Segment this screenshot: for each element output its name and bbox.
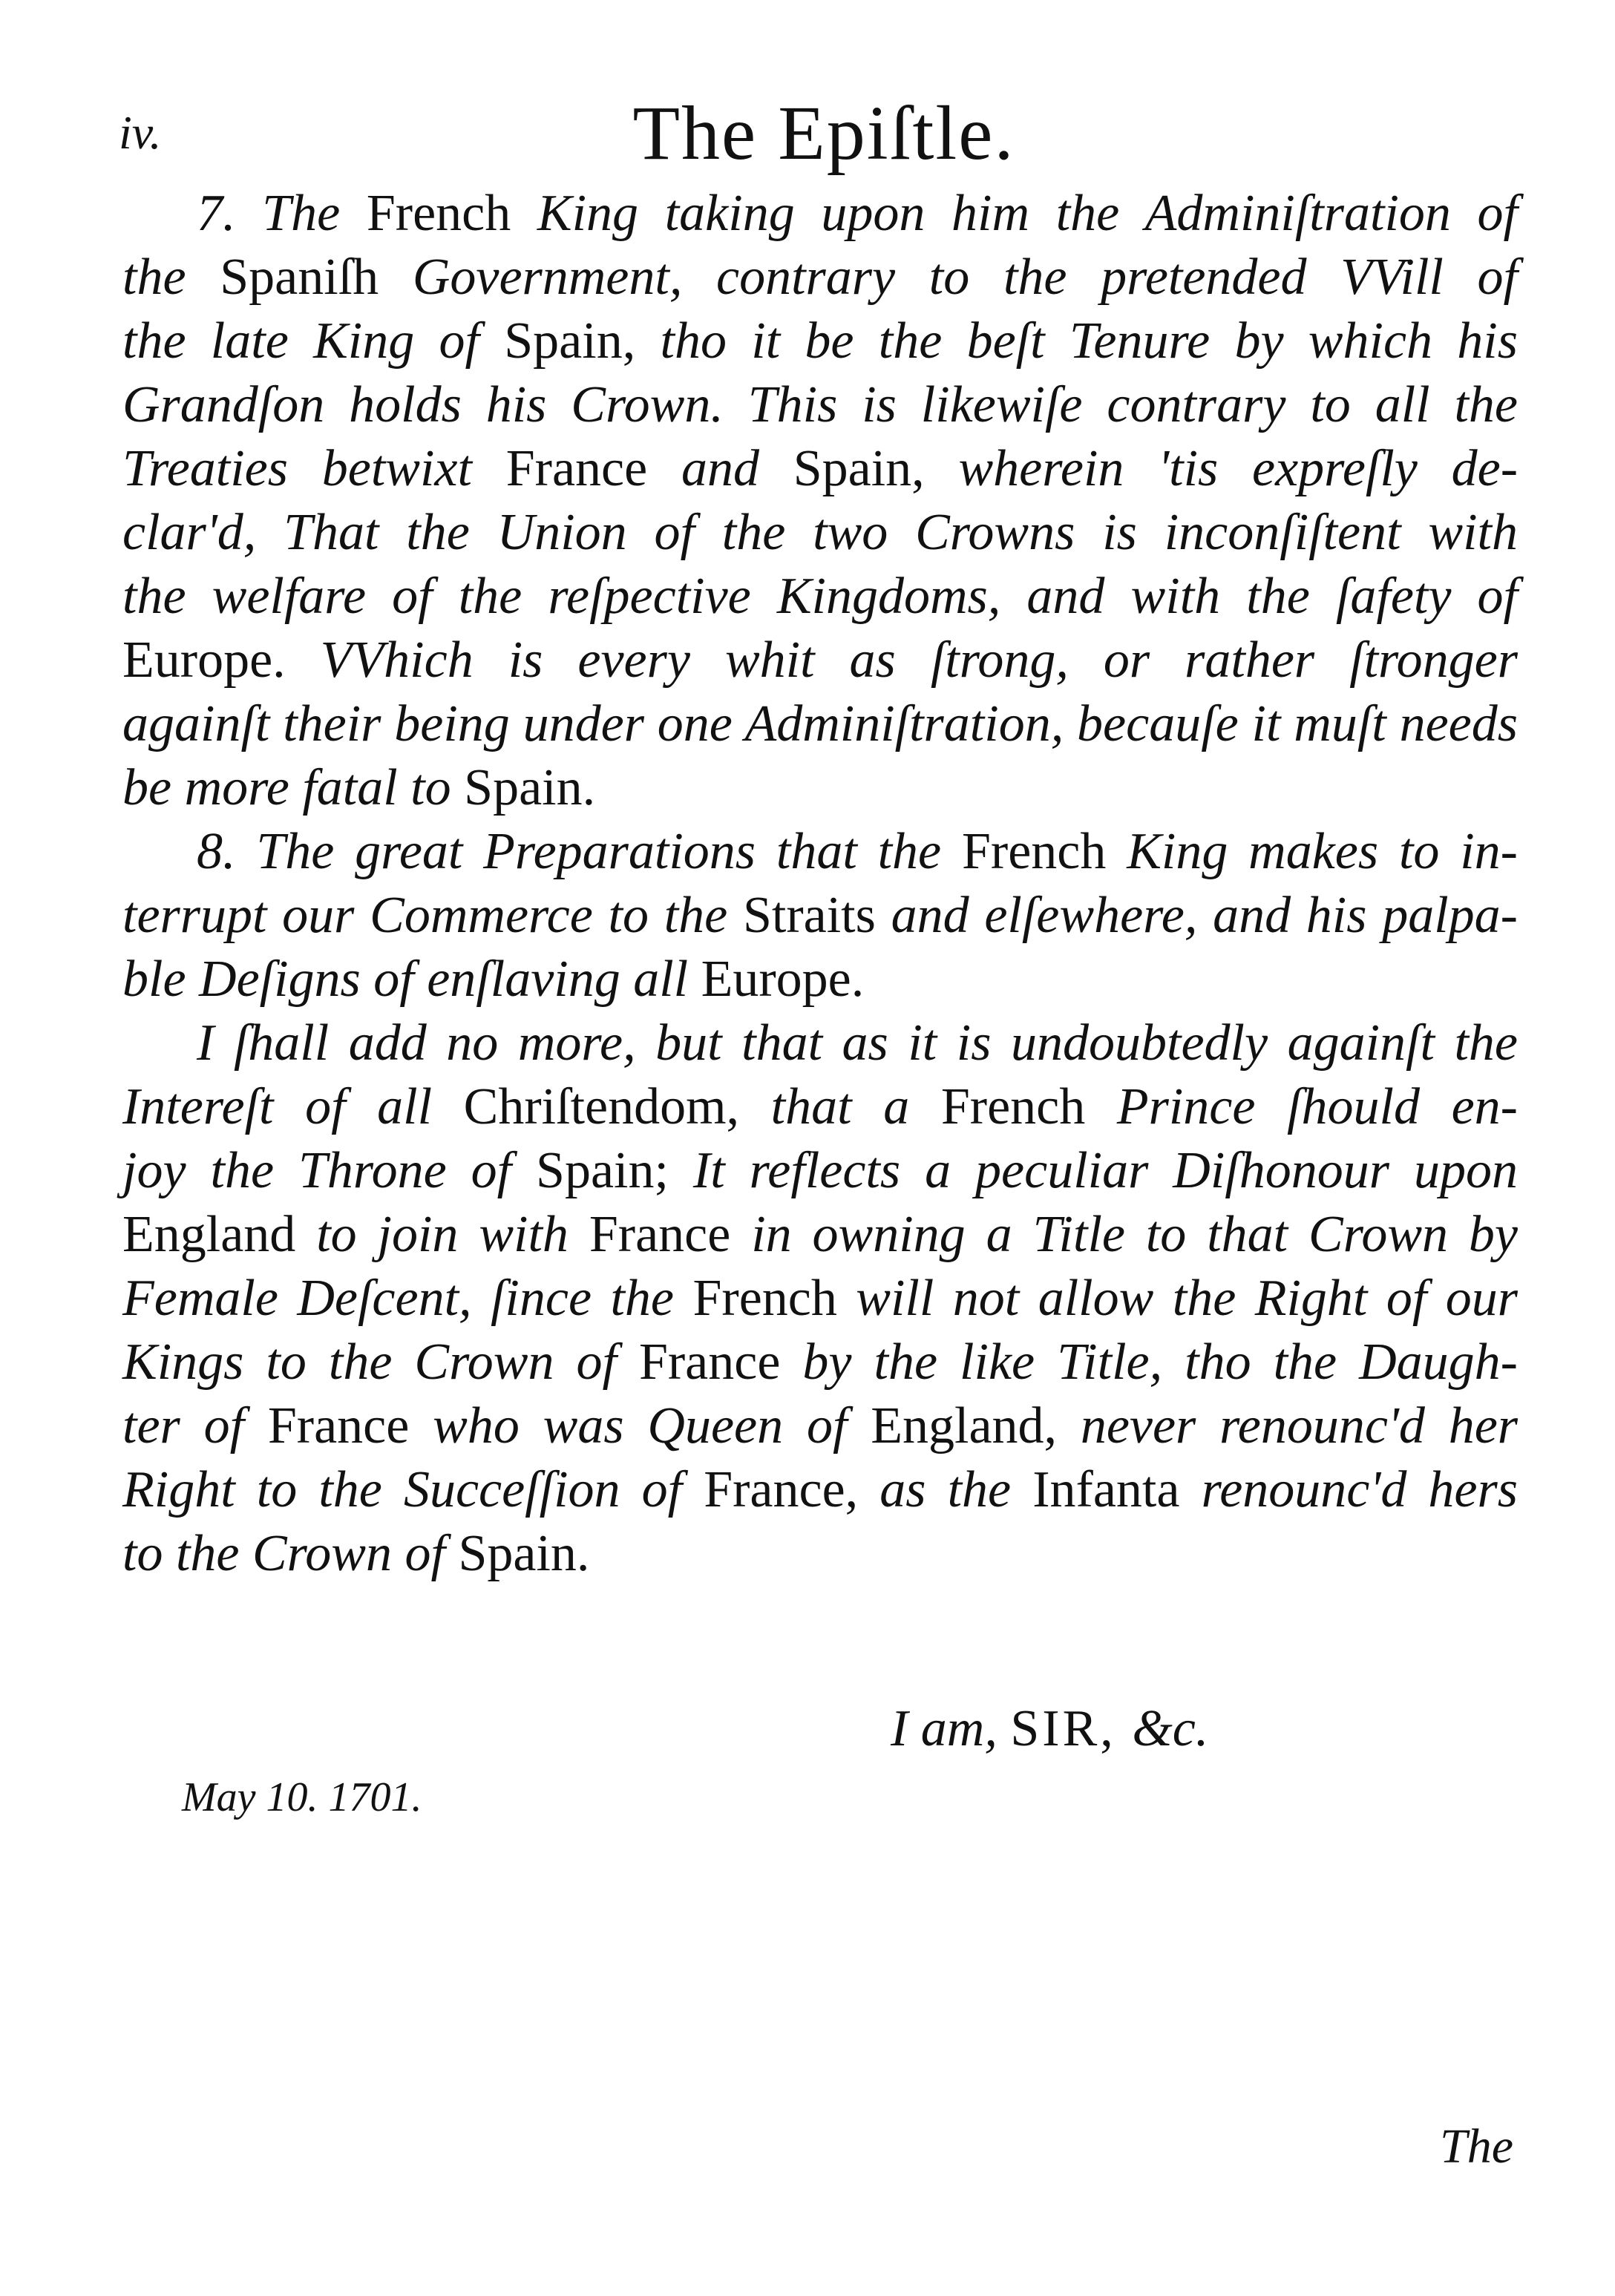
text-segment: 7. The: [197, 185, 367, 242]
text-line: [122, 437, 1518, 501]
text-line: [122, 1075, 1518, 1139]
text-line: [122, 501, 1518, 565]
text-line: [122, 629, 1518, 692]
text-segment: to join with: [316, 1206, 589, 1263]
text-segment: tho it be the beſt Tenure by which his: [660, 312, 1518, 370]
text-segment: VVhich is every whit as ſtrong, or rather ſtronger: [320, 632, 1518, 689]
text-line: [122, 182, 1518, 246]
text-segment: Europe.: [122, 632, 321, 689]
text-line: [122, 756, 1518, 820]
text-line: [122, 884, 1518, 948]
text-segment: Grandſon holds his Crown. This is likewiſe contrary to all the: [122, 376, 1518, 433]
text-segment: never renounc'd her: [1080, 1397, 1519, 1454]
text-segment: French: [961, 823, 1127, 880]
text-segment: Chriſtendom,: [463, 1078, 771, 1135]
paragraph-item-8: [122, 820, 1518, 1011]
text-segment: Spain;: [536, 1142, 693, 1199]
text-line: [122, 565, 1518, 629]
text-segment: Kings to the Crown of: [122, 1334, 639, 1391]
text-segment: French: [692, 1270, 856, 1327]
text-segment: Spain,: [504, 312, 661, 370]
text-line: [122, 1011, 1518, 1075]
text-line: [122, 1267, 1518, 1331]
text-segment: Prince ſhould en-: [1116, 1078, 1518, 1135]
text-segment: renounc'd hers: [1201, 1461, 1518, 1518]
text-segment: as the: [879, 1461, 1033, 1518]
text-segment: ble Deſigns of enſlaving all: [122, 951, 701, 1008]
text-line: [122, 246, 1518, 309]
text-line: [122, 948, 1518, 1011]
page-number: iv.: [119, 106, 162, 159]
text-line: [122, 1331, 1518, 1394]
text-segment: joy the Throne of: [122, 1142, 537, 1199]
text-segment: Intereſt of all: [122, 1078, 464, 1135]
text-line: [122, 309, 1518, 373]
text-segment: France: [638, 1334, 803, 1391]
text-segment: that a: [770, 1078, 941, 1135]
text-line: [122, 1458, 1518, 1522]
text-line: [122, 1394, 1518, 1458]
text-segment: to the Crown of: [122, 1525, 459, 1582]
text-segment: Government, contrary to the pretended VVill of: [412, 249, 1518, 306]
text-segment: Right to the Succeſſion of: [122, 1461, 704, 1518]
text-segment: who was Queen of: [433, 1397, 871, 1454]
text-segment: France: [505, 440, 681, 497]
text-segment: terrupt our Commerce to the: [122, 887, 743, 944]
text-line: [122, 1522, 1518, 1586]
text-segment: Straits: [742, 887, 891, 944]
text-segment: I ſhall add no more, but that as it is undoubtedly againſt the: [197, 1014, 1518, 1072]
text-line: [122, 820, 1518, 884]
text-segment: by the like Title, tho the Daugh-: [802, 1334, 1518, 1391]
text-segment: againſt their being under one Adminiſtration, becauſe it muſt needs: [122, 695, 1518, 752]
text-segment: ter of: [122, 1397, 268, 1454]
closing-i-am: I am,: [891, 1700, 1011, 1757]
text-line: [122, 1203, 1518, 1267]
text-segment: the welfare of the reſpective Kingdoms, and with the ſafety of: [122, 568, 1518, 625]
text-segment: Spaniſh: [220, 249, 413, 306]
text-segment: and elſewhere, and his palpa-: [891, 887, 1518, 944]
page-header: [119, 89, 1529, 178]
text-segment: in owning a Title to that Crown by: [751, 1206, 1518, 1263]
text-segment: and: [681, 440, 793, 497]
text-segment: King makes to in-: [1127, 823, 1518, 880]
closing-sir: SIR,: [1010, 1700, 1133, 1757]
text-segment: French: [366, 185, 537, 242]
text-segment: Spain.: [458, 1525, 590, 1582]
text-segment: the: [122, 249, 220, 306]
paragraph-item-7: [122, 182, 1518, 820]
text-segment: the late King of: [122, 312, 505, 370]
text-segment: Treaties betwixt: [122, 440, 506, 497]
epistle-body: [122, 182, 1518, 1586]
text-segment: clar'd, That the Union of the two Crowns is inconſiſtent with: [122, 504, 1518, 561]
paragraph-conclusion: [122, 1011, 1518, 1586]
closing-etc: &c.: [1132, 1700, 1209, 1757]
text-segment: Europe.: [701, 951, 865, 1008]
text-segment: Spain.: [464, 759, 596, 816]
text-line: [122, 692, 1518, 756]
text-segment: It reflects a peculiar Diſhonour upon: [692, 1142, 1518, 1199]
text-segment: 8. The great Preparations that the: [197, 823, 962, 880]
text-segment: France,: [704, 1461, 880, 1518]
letter-date: May 10. 1701.: [182, 1774, 422, 1820]
text-segment: France: [589, 1206, 752, 1263]
text-segment: England,: [871, 1397, 1081, 1454]
text-segment: be more fatal to: [122, 759, 465, 816]
text-line: [122, 1139, 1518, 1203]
text-segment: France: [267, 1397, 433, 1454]
text-line: [122, 373, 1518, 437]
catchword: The: [1440, 2119, 1513, 2174]
text-segment: Infanta: [1032, 1461, 1202, 1518]
text-segment: England: [122, 1206, 317, 1263]
text-segment: wherein 'tis expreſly de-: [958, 440, 1519, 497]
running-title: The Epiſtle.: [632, 91, 1015, 176]
text-segment: Spain,: [793, 440, 959, 497]
text-segment: Female Deſcent, ſince the: [122, 1270, 693, 1327]
closing-salutation: [891, 1699, 1208, 1759]
text-segment: will not allow the Right of our: [856, 1270, 1518, 1327]
text-segment: King taking upon him the Adminiſtration of: [537, 185, 1519, 242]
text-segment: French: [940, 1078, 1117, 1135]
